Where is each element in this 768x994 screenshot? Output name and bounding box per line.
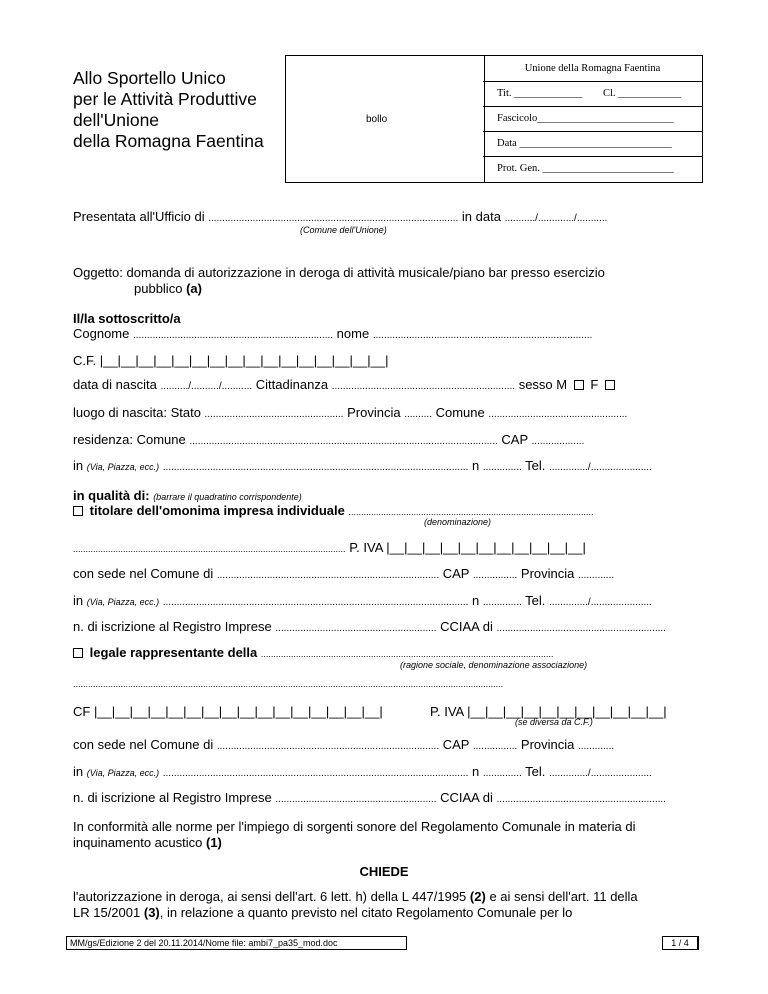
chiede-line1 <box>73 889 638 904</box>
titolare-line <box>73 503 594 518</box>
legale-line <box>73 645 553 660</box>
conformita-line1: In conformità alle norme per l'impiego di sorgenti sonore del Regolamento Comunale in materia di <box>73 819 636 834</box>
via-field[interactable]: .............................................................................................................. <box>162 462 469 473</box>
protocol-fascicolo-row <box>483 106 702 132</box>
ragione-cont-field[interactable]: ............................................................................................................................................................................ <box>73 679 504 689</box>
protocol-fascicolo: Fascicolo__________________________ <box>497 113 674 124</box>
tel-label: Tel. <box>525 593 546 608</box>
provincia-label: Provincia <box>347 405 401 420</box>
protocol-tit-row <box>483 81 702 107</box>
registro-label: n. di iscrizione al Registro Imprese <box>73 619 272 634</box>
sede-via-field[interactable]: .............................................................................................................. <box>162 597 469 608</box>
sede2-field[interactable]: ................................................................................ <box>216 741 440 752</box>
oggetto-ref: (a) <box>186 281 202 296</box>
ragione-field[interactable]: ..................................................................................................................... <box>260 649 554 659</box>
tel-field[interactable]: ............../...................... <box>549 462 652 473</box>
cognome-label: Cognome <box>73 326 130 341</box>
sede-cap-label: CAP <box>442 566 470 581</box>
qualita-heading-line <box>73 488 302 503</box>
sede2-provincia-field[interactable]: ............. <box>578 741 615 752</box>
comune-field[interactable]: .................................................. <box>488 409 628 420</box>
chiede-text1: l'autorizzazione in deroga, ai sensi dell'art. 6 lett. h) della L 447/1995 <box>73 889 467 904</box>
registro-field[interactable]: .......................................................... <box>275 623 437 634</box>
addressee-line: dell'Unione <box>73 110 160 130</box>
cciaa-label: CCIAA di <box>440 790 493 805</box>
legale-checkbox[interactable] <box>73 648 83 658</box>
chiede-text2b: , in relazione a quanto previsto nel citato Regolamento Comunale per lo <box>159 905 573 920</box>
sede-provincia-field[interactable]: ............. <box>578 570 615 581</box>
cognome-line <box>73 326 592 341</box>
cognome-field[interactable]: ........................................................................ <box>133 330 334 341</box>
cf-field[interactable]: C.F. |__|__|__|__|__|__|__|__|__|__|__|__|__|__|__|__| <box>73 353 389 368</box>
sede-label: con sede nel Comune di <box>73 737 214 752</box>
sede-line <box>73 566 614 581</box>
via-note: (Via, Piazza, ecc.) <box>86 768 160 778</box>
cciaa-field[interactable]: ............................................................. <box>496 623 666 634</box>
cap-field[interactable]: ................... <box>531 436 585 447</box>
n-label: n <box>472 764 480 779</box>
presentata-line <box>73 209 607 224</box>
registro-label: n. di iscrizione al Registro Imprese <box>73 790 272 805</box>
chiede-text1b: e ai sensi dell'art. 11 della <box>489 889 638 904</box>
sede-provincia-label: Provincia <box>520 566 575 581</box>
luogo-label: luogo di nascita: Stato <box>73 405 201 420</box>
bollo-box <box>285 55 485 183</box>
chiede-text2: LR 15/2001 <box>73 905 141 920</box>
protocol-data: Data _____________________________ <box>497 138 672 149</box>
nome-field[interactable]: ............................................................................... <box>372 330 593 341</box>
titolare-label: titolare dell'omonima impresa individuale <box>89 503 345 518</box>
sede2-n-field[interactable]: .............. <box>482 768 522 779</box>
residenza-line <box>73 432 584 447</box>
comune-unione-note: (Comune dell'Unione) <box>300 225 387 235</box>
addressee-line: per le Attività Produttive <box>73 89 257 109</box>
denominazione-cont-field[interactable]: ............................................................................................................. <box>73 544 346 554</box>
ufficio-field[interactable]: .......................................................................................... <box>208 213 459 224</box>
protocol-title-row <box>483 56 702 82</box>
tel-label: Tel. <box>525 458 546 473</box>
sesso-m-checkbox[interactable] <box>574 380 584 390</box>
se-diversa-note: (se diversa da C.F.) <box>515 717 593 727</box>
sesso-label: sesso M <box>518 377 568 392</box>
sede-field[interactable]: ................................................................................ <box>216 570 440 581</box>
conformita-ref: (1) <box>205 835 222 850</box>
nascita-line <box>73 377 618 392</box>
addressee-block <box>73 68 293 152</box>
via-note: (Via, Piazza, ecc.) <box>86 597 160 607</box>
piva-field[interactable]: P. IVA |__|__|__|__|__|__|__|__|__|__|__| <box>349 540 586 555</box>
cittadinanza-field[interactable]: .................................................................. <box>331 381 516 392</box>
in-data-label: in data <box>461 209 501 224</box>
conformita-line2 <box>73 835 222 850</box>
footer-doc-info: MM/gs/Edizione 2 del 20.11.2014/Nome file: ambi7_pa35_mod.doc <box>66 936 407 950</box>
cittadinanza-label: Cittadinanza <box>255 377 329 392</box>
piva-line <box>73 540 586 555</box>
oggetto-line2 <box>134 281 202 296</box>
cciaa-label: CCIAA di <box>440 619 493 634</box>
cf2-field[interactable]: CF |__|__|__|__|__|__|__|__|__|__|__|__|__|__|__|__| <box>73 704 383 719</box>
residenza-label: residenza: Comune <box>73 432 186 447</box>
chiede-line2 <box>73 905 572 920</box>
chiede-heading: CHIEDE <box>359 864 409 879</box>
sede2-cap-field[interactable]: ................ <box>472 741 518 752</box>
n-label: n <box>472 593 480 608</box>
provincia-field[interactable]: .......... <box>404 409 432 420</box>
conformita-text: inquinamento acustico <box>73 835 203 850</box>
n-label: n <box>472 458 480 473</box>
tel-label: Tel. <box>525 764 546 779</box>
denominazione-note: (denominazione) <box>424 517 492 527</box>
sesso-f-label: F <box>590 377 599 392</box>
sede2-tel-field[interactable]: ............../...................... <box>549 768 652 779</box>
legale-label: legale rappresentante della <box>89 645 258 660</box>
sesso-f-checkbox[interactable] <box>605 380 615 390</box>
bollo-label: bollo <box>366 114 388 125</box>
protocol-box <box>483 55 703 183</box>
protocol-title: Unione della Romagna Faentina <box>524 63 661 74</box>
protocol-prot-row <box>483 156 702 181</box>
luogo-line <box>73 405 627 420</box>
addressee-line: Allo Sportello Unico <box>73 68 226 88</box>
cap-label: CAP <box>501 432 528 447</box>
registro-line <box>73 619 666 634</box>
addressee-line: della Romagna Faentina <box>73 131 264 151</box>
cciaa2-field[interactable]: ............................................................. <box>496 794 666 805</box>
denominazione-field[interactable]: .................................................................................................. <box>348 507 594 517</box>
sede-provincia-label: Provincia <box>520 737 575 752</box>
oggetto-pubblico: pubblico <box>134 281 183 296</box>
titolare-checkbox[interactable] <box>73 506 83 516</box>
sede-via-line <box>73 593 652 608</box>
via-line <box>73 458 652 473</box>
registro2-line <box>73 790 666 805</box>
stato-field[interactable]: .................................................. <box>204 409 344 420</box>
sede2-via-field[interactable]: .............................................................................................................. <box>162 768 469 779</box>
sede-tel-field[interactable]: ............../...................... <box>549 597 652 608</box>
registro2-field[interactable]: .......................................................... <box>275 794 437 805</box>
chiede-ref2: (2) <box>469 889 486 904</box>
via-note: (Via, Piazza, ecc.) <box>86 462 160 472</box>
comune-label: Comune <box>435 405 485 420</box>
qualita-heading: in qualità di: <box>73 488 150 503</box>
sede-cap-label: CAP <box>442 737 470 752</box>
piva2-field[interactable]: P. IVA |__|__|__|__|__|__|__|__|__|__|__| <box>430 704 667 719</box>
presentata-label: Presentata all'Ufficio di <box>73 209 205 224</box>
sede-cap-field[interactable]: ................ <box>472 570 518 581</box>
sottoscritto-heading: Il/la sottoscritto/a <box>73 311 181 326</box>
residenza-field[interactable]: ............................................................................................................... <box>189 436 498 447</box>
protocol-cl: Cl. ____________ <box>603 88 682 99</box>
protocol-prot-gen: Prot. Gen. _________________________ <box>497 163 674 174</box>
protocol-tit: Tit. _____________ <box>497 88 583 99</box>
sede2-line <box>73 737 614 752</box>
page-number: 1 / 4 <box>662 936 699 950</box>
in-label: in <box>73 764 84 779</box>
n-field[interactable]: .............. <box>482 462 522 473</box>
oggetto-line1: Oggetto: domanda di autorizzazione in deroga di attività musicale/piano bar presso esercizio <box>73 265 605 280</box>
sede-label: con sede nel Comune di <box>73 566 214 581</box>
protocol-data-row <box>483 131 702 157</box>
sede-n-field[interactable]: .............. <box>482 597 522 608</box>
nome-label: nome <box>336 326 370 341</box>
date-field[interactable]: .........../............./........... <box>504 213 608 224</box>
in-label: in <box>73 458 84 473</box>
ragione-note: (ragione sociale, denominazione associazione) <box>400 660 588 670</box>
in-label: in <box>73 593 84 608</box>
nascita-field[interactable]: ........../........../........... <box>160 381 253 392</box>
chiede-ref3: (3) <box>143 905 160 920</box>
sede2-via-line <box>73 764 652 779</box>
qualita-note: (barrare il quadratino corrispondente) <box>153 492 302 502</box>
nascita-label: data di nascita <box>73 377 157 392</box>
